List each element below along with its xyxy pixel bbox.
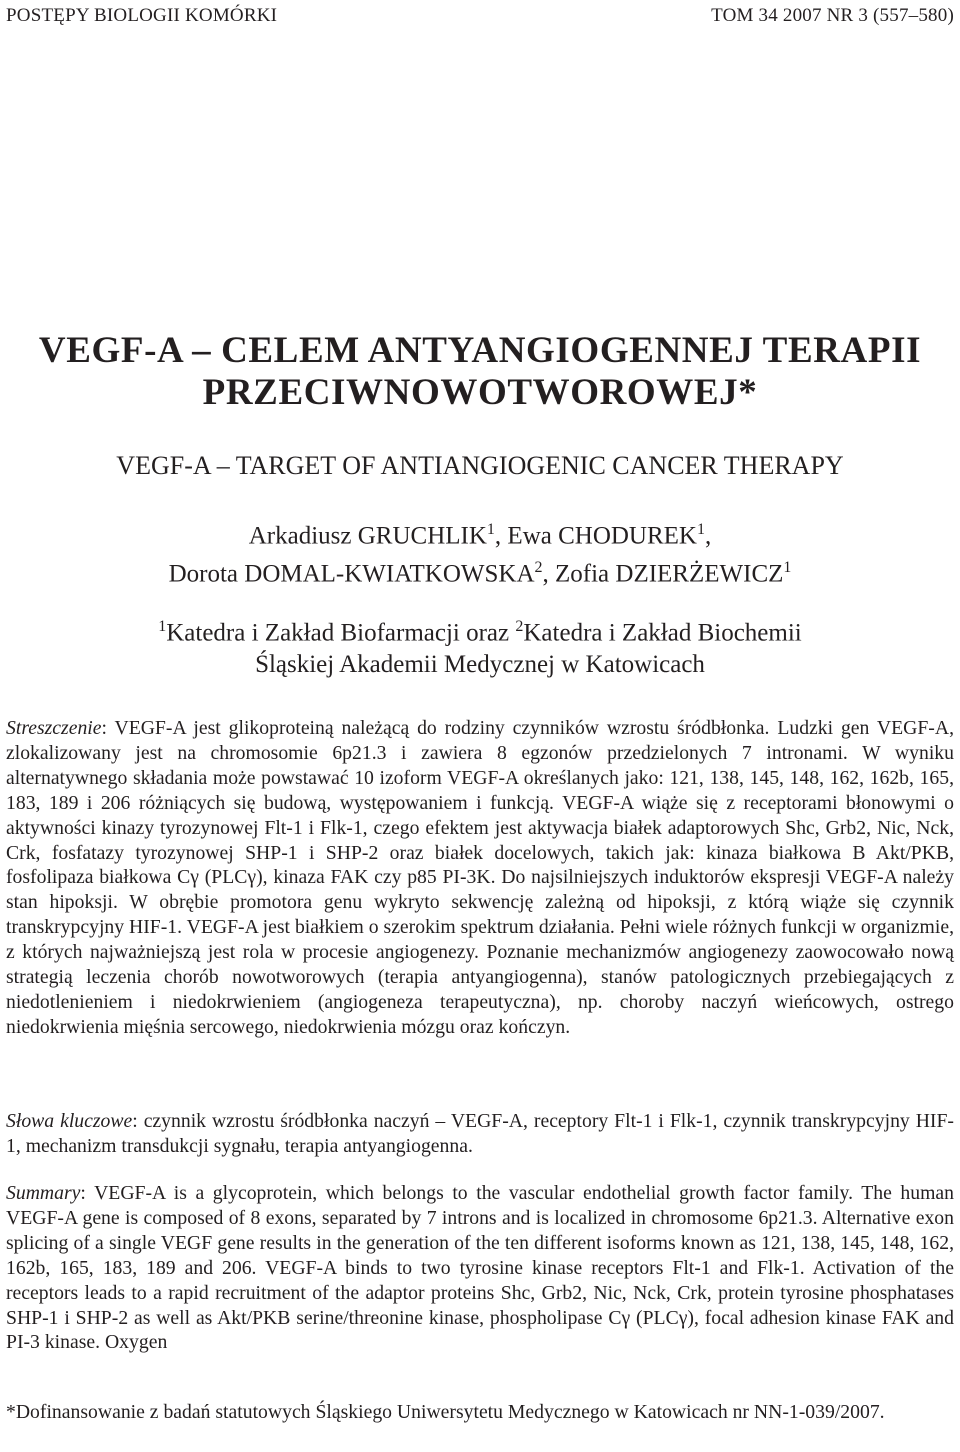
english-title: VEGF-A – TARGET OF ANTIANGIOGENIC CANCER THERAPY (116, 451, 844, 480)
running-header (6, 4, 954, 28)
affiliation-text: Katedra i Zakład Biofarmacji oraz (166, 619, 516, 647)
author-name: , Ewa CHODUREK (494, 522, 697, 550)
affiliation-marker: 1 (697, 521, 705, 538)
funding-footnote: *Dofinansowanie z badań statutowych Śląskiego Uniwersytetu Medycznego w Katowicach nr NN-1-039/2007. (6, 1401, 885, 1423)
abstract-text: : VEGF-A jest glikoproteiną należącą do rodziny czynników wzrostu śródbłonka. Ludzki gen VEGF-A, zlokalizowany jest na chromosomie 6p21.3 i zawiera 8 egzonów przedzielonych 7 intronami. W wyniku alternatywnego składania może powstawać 10 izoform VEGF-A określanych jako: 121, 138, 145, 148, 162, 162b, 165, 183, 189 i 206 różniących się budową, występowaniem i funkcją. VEGF-A wiąże się z receptorami błonowymi o aktywności kinazy tyrozynowej Flt-1 i Flk-1, czego efektem jest aktywacja białek adaptorowych Shc, Grb2, Nic, Nck, Crk, fosfatazy tyrozynowej SHP-1 i SHP-2 oraz białek docelowych, takich jak: kinaza białkowa B Akt/PKB, fosfolipaza białkowa Cγ (PLCγ), kinaza FAK czy p85 PI-3K. Do najsilniejszych induktorów ekspresji VEGF-A należy stan hipoksji. W obrębie promotora genu wykryto sekwencję zależną od hipoksji, z którą wiąże się czynnik transkrypcyjny HIF-1. VEGF-A jest białkiem o szerokim spektrum działania. Pełni wiele różnych funkcji w organizmie, z których najważniejszą jest rola w procesie angiogenezy. Poznanie mechanizmów angiogenezy zaowocowało nową strategią leczenia chorób nowotworowych (terapia antyangiogenna), stanów patologicznych przebiegających z niedotlenieniem i niedokrwieniem (angiogeneza terapeutyczna), np. choroby naczyń wieńcowych, ostrego niedokrwienia mięśnia sercowego, niedokrwienia mózgu oraz kończyn. (6, 717, 954, 1038)
article-title (0, 330, 960, 414)
authors-line-1 (0, 514, 960, 552)
author-name: , Zofia DZIERŻEWICZ (542, 560, 784, 588)
authors-line-2 (0, 552, 960, 590)
author-name: Arkadiusz GRUCHLIK (248, 522, 487, 550)
title-line-1: VEGF-A – CELEM ANTYANGIOGENNEJ TERAPII (38, 330, 922, 371)
affiliation-marker: 1 (486, 521, 495, 538)
keywords-text: : czynnik wzrostu śródbłonka naczyń – VEGF-A, receptory Flt-1 i Flk-1, czynnik transkrypcyjny HIF-1, mechanizm transdukcji sygnału, terapia antyangiogenna. (6, 1110, 954, 1157)
affiliation-marker: 2 (534, 559, 543, 577)
affiliation-marker: 2 (515, 618, 524, 635)
title-line-2: PRZECIWNOWOTWOROWEJ* (202, 372, 758, 413)
keywords (6, 1109, 954, 1159)
authors (0, 514, 960, 591)
affiliation-text: Katedra i Zakład Biochemii (523, 619, 802, 647)
keywords-label: Słowa kluczowe (6, 1110, 133, 1132)
affiliations (0, 611, 960, 681)
summary-text: : VEGF-A is a glycoprotein, which belongs to the vascular endothelial growth factor family. The human VEGF-A gene is composed of 8 exons, separated by 7 introns and is localized in chromosome 6p21.3. Alternative exon splicing of a single VEGF gene results in the generation of the ten different isoforms known as 121, 138, 145, 148, 162, 162b, 165, 183, 189 and 206. VEGF-A binds to two tyrosine kinase receptors Flt-1 and Flk-1. Activation of the receptors leads to a rapid recruitment of the adaptor proteins Shc, Grb2, Nic, Nck, Crk, protein tyrosine phosphatases SHP-1 i SHP-2 as well as Akt/PKB serine/threonine kinase, phospholipase Cγ (PLCγ), focal adhesion kinase FAK and PI-3 kinase. Oxygen (6, 1182, 954, 1354)
affiliation-line-1 (0, 611, 960, 649)
author-name: Dorota DOMAL-KWIATKOWSKA (168, 560, 535, 588)
abstract-label: Streszczenie (6, 717, 102, 739)
affiliation-marker: 1 (783, 559, 792, 577)
journal-name: POSTĘPY BIOLOGII KOMÓRKI (6, 5, 278, 26)
abstract-english (6, 1181, 954, 1355)
abstract-polish (6, 716, 954, 1040)
affiliation-line-2: Śląskiej Akademii Medycznej w Katowicach (255, 651, 705, 679)
summary-label: Summary (6, 1182, 81, 1204)
author-separator: , (705, 522, 712, 550)
volume-info: TOM 34 2007 NR 3 (557–580) (711, 5, 954, 26)
affiliation-marker: 1 (158, 618, 167, 635)
